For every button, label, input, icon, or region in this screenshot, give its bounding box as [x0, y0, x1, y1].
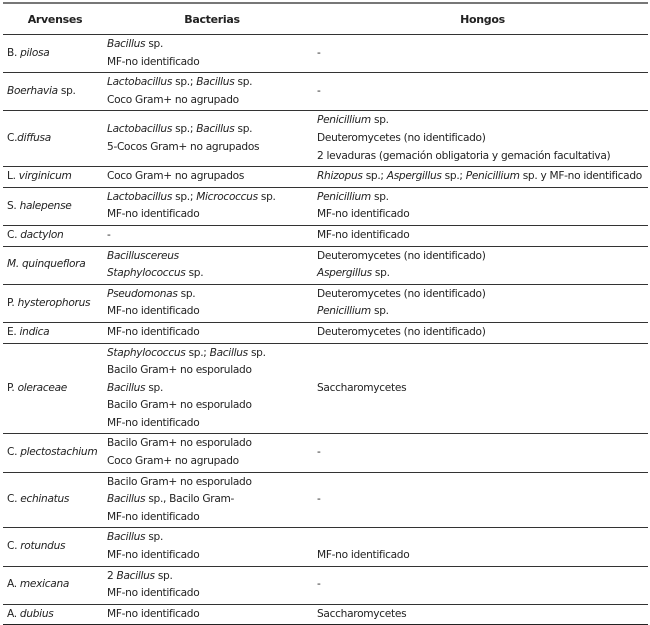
taxon-name: Bacillus	[107, 493, 146, 506]
taxon-name: Bacillus	[209, 346, 248, 359]
bacterias-cell	[107, 246, 317, 284]
cell-text: Coco Gram+ no agrupado	[107, 93, 239, 106]
header-hongos: Hongos	[317, 3, 648, 35]
taxon-name: Bacilluscereus	[107, 249, 179, 262]
bacterias-cell	[107, 322, 317, 343]
cell-line	[317, 576, 648, 594]
cell-line	[7, 198, 107, 216]
taxon-name: halepense	[19, 199, 72, 212]
cell-text: sp.	[145, 381, 164, 394]
cell-line	[107, 568, 317, 586]
table-row	[3, 604, 648, 625]
cell-line	[317, 83, 648, 101]
arvense-cell	[3, 472, 107, 528]
bacterias-cell	[107, 187, 317, 225]
arvense-cell	[3, 35, 107, 73]
taxon-name: Bacillus	[196, 123, 235, 136]
hongos-cell	[317, 434, 648, 472]
cell-text: sp.	[247, 346, 266, 359]
cell-text: C.	[7, 131, 18, 144]
cell-text: C.	[7, 446, 21, 459]
cell-line	[7, 576, 107, 594]
cell-line	[317, 206, 648, 224]
bacterias-cell	[107, 111, 317, 167]
taxon-name: hysterophorus	[17, 296, 91, 309]
cell-text: -	[317, 493, 321, 506]
cell-text: C.	[7, 228, 21, 241]
bacterias-cell	[107, 472, 317, 528]
cell-line	[107, 474, 317, 492]
cell-text: sp.	[145, 38, 164, 50]
cell-text: Saccharomycetes	[317, 607, 407, 620]
hongos-cell	[317, 225, 648, 246]
taxon-name: Lactobacillus	[107, 76, 173, 89]
cell-line	[107, 36, 317, 54]
cell-line	[107, 547, 317, 565]
cell-text: Deuteromycetes (no identificado)	[317, 131, 486, 144]
cell-text: sp. y MF-no identificado	[519, 170, 642, 183]
taxon-name: Aspergillus	[386, 170, 442, 183]
table-row	[3, 434, 648, 472]
cell-text: Coco Gram+ no agrupado	[107, 455, 239, 468]
cell-line	[7, 130, 107, 148]
hongos-cell	[317, 604, 648, 625]
hongos-cell	[317, 528, 648, 566]
cell-line	[317, 248, 648, 266]
cell-text: MF-no identificado	[317, 208, 410, 221]
taxon-name: Bacillus	[107, 381, 146, 394]
cell-text: sp.	[145, 531, 164, 544]
bacterias-cell	[107, 566, 317, 604]
cell-line	[7, 380, 107, 398]
cell-line	[317, 112, 648, 130]
hongos-cell	[317, 35, 648, 73]
cell-line	[7, 538, 107, 556]
cell-line	[7, 606, 107, 624]
hongos-cell	[317, 167, 648, 188]
cell-text: sp.;	[172, 123, 197, 136]
bacterias-cell	[107, 225, 317, 246]
cell-line	[317, 286, 648, 304]
cell-text: sp.;	[441, 170, 466, 183]
cell-line	[317, 491, 648, 509]
taxon-name: Lactobacillus	[107, 190, 173, 203]
cell-text: sp.	[257, 190, 276, 203]
cell-line	[107, 585, 317, 603]
table-row	[3, 343, 648, 434]
cell-line	[7, 168, 107, 186]
cell-line	[107, 248, 317, 266]
cell-text: Deuteromycetes (no identificado)	[317, 249, 486, 262]
cell-text: P.	[7, 381, 18, 394]
cell-line	[107, 606, 317, 624]
taxon-name: Micrococcus	[196, 190, 258, 203]
taxon-name: virginicum	[18, 170, 72, 183]
table-row	[3, 111, 648, 167]
cell-line	[107, 529, 317, 547]
hongos-cell	[317, 187, 648, 225]
cell-text: P.	[7, 296, 18, 309]
table-body	[3, 35, 648, 625]
hongos-cell	[317, 246, 648, 284]
cell-line	[107, 415, 317, 433]
cell-text: sp.	[370, 114, 389, 127]
cell-line	[107, 92, 317, 110]
cell-line	[317, 148, 648, 166]
cell-text: sp.	[234, 76, 253, 89]
table-row	[3, 472, 648, 528]
table-row	[3, 187, 648, 225]
arvense-cell	[3, 566, 107, 604]
cell-text: sp.	[371, 267, 390, 280]
bacterias-cell	[107, 284, 317, 322]
cell-text: Bacilo Gram+ no esporulado	[107, 475, 252, 488]
cell-text: sp., Bacilo Gram-	[145, 493, 235, 506]
cell-text: sp.;	[172, 76, 197, 89]
cell-text: sp.	[370, 190, 389, 203]
cell-line	[107, 397, 317, 415]
taxon-name: Lactobacillus	[107, 123, 173, 136]
cell-line	[317, 529, 648, 547]
cell-text: MF-no identificado	[107, 325, 200, 338]
taxon-name: echinatus	[20, 493, 70, 506]
cell-line	[107, 286, 317, 304]
cell-text: MF-no identificado	[317, 549, 410, 562]
bacterias-cell	[107, 604, 317, 625]
arvense-cell	[3, 528, 107, 566]
cell-text: 2 levaduras (gemación obligatoria y gemación facultativa)	[317, 149, 611, 162]
cell-line	[107, 491, 317, 509]
cell-text: Saccharomycetes	[317, 381, 407, 394]
header-arvenses: Arvenses	[3, 3, 107, 35]
cell-line	[7, 227, 107, 245]
cell-line	[7, 444, 107, 462]
hongos-cell	[317, 111, 648, 167]
cell-text: Bacilo Gram+ no esporulado	[107, 437, 252, 450]
cell-text: MF-no identificado	[107, 510, 200, 523]
taxon-name: Bacillus	[107, 531, 146, 544]
arvense-cell	[3, 434, 107, 472]
cell-text: A.	[7, 578, 20, 591]
cell-line	[107, 324, 317, 342]
cell-text: Coco Gram+ no agrupados	[107, 170, 245, 183]
table-row	[3, 322, 648, 343]
bacterias-cell	[107, 528, 317, 566]
cell-text: sp.	[154, 569, 173, 582]
table-row	[3, 284, 648, 322]
cell-line	[317, 324, 648, 342]
cell-line	[317, 380, 648, 398]
cell-line	[107, 121, 317, 139]
cell-line	[7, 491, 107, 509]
cell-line	[107, 380, 317, 398]
cell-text: Bacilo Gram+ no esporulado	[107, 399, 252, 412]
hongos-cell	[317, 73, 648, 111]
cell-line	[107, 139, 317, 157]
taxon-name: mexicana	[19, 578, 70, 591]
cell-line	[107, 227, 317, 245]
table-row	[3, 246, 648, 284]
taxon-name: Bacillus	[196, 76, 235, 89]
cell-text: C.	[7, 493, 21, 506]
cell-text: MF-no identificado	[107, 549, 200, 562]
table-row	[3, 35, 648, 73]
taxon-name: oleraceae	[17, 381, 68, 394]
table-row	[3, 167, 648, 188]
cell-text: MF-no identificado	[107, 587, 200, 600]
hongos-cell	[317, 472, 648, 528]
cell-line	[107, 303, 317, 321]
cell-text: E.	[7, 325, 20, 338]
cell-text: MF-no identificado	[107, 208, 200, 221]
arvense-cell	[3, 187, 107, 225]
results-table	[3, 2, 648, 625]
header-bacterias: Bacterias	[107, 3, 317, 35]
cell-line	[317, 606, 648, 624]
taxon-name: indica	[19, 325, 50, 338]
cell-line	[107, 435, 317, 453]
cell-line	[107, 74, 317, 92]
cell-line	[317, 130, 648, 148]
table-row	[3, 566, 648, 604]
taxon-name: Penicillium	[317, 190, 371, 203]
cell-line	[107, 54, 317, 72]
cell-text: sp.	[370, 305, 389, 318]
cell-text: -	[317, 84, 321, 97]
taxon-name: Staphylococcus	[107, 346, 186, 359]
arvense-cell	[3, 343, 107, 434]
cell-text: sp.	[177, 287, 196, 300]
cell-text: S.	[7, 199, 20, 212]
cell-text: -	[317, 578, 321, 591]
arvense-cell	[3, 225, 107, 246]
cell-line	[317, 265, 648, 283]
taxon-name: diffusa	[17, 131, 51, 144]
cell-line	[107, 509, 317, 527]
header-row	[3, 3, 648, 35]
taxon-name: M. quinqueflora	[7, 258, 86, 271]
hongos-cell	[317, 284, 648, 322]
cell-line	[107, 189, 317, 207]
table-row	[3, 528, 648, 566]
cell-line	[317, 547, 648, 565]
cell-text: sp.	[234, 123, 253, 136]
cell-line	[317, 189, 648, 207]
taxon-name: Aspergillus	[317, 267, 372, 280]
taxon-name: Bacillus	[107, 38, 146, 50]
cell-text: sp.	[185, 267, 204, 280]
cell-line	[107, 345, 317, 363]
cell-line	[317, 227, 648, 245]
cell-text: L.	[7, 170, 19, 183]
cell-text: A.	[7, 607, 20, 620]
hongos-cell	[317, 322, 648, 343]
cell-line	[317, 444, 648, 462]
cell-line	[7, 83, 107, 101]
cell-text: -	[317, 446, 321, 459]
hongos-cell	[317, 566, 648, 604]
cell-line	[7, 256, 107, 274]
cell-text: -	[107, 228, 111, 241]
taxon-name: rotundus	[20, 540, 66, 553]
cell-text: Bacilo Gram+ no esporulado	[107, 364, 252, 377]
cell-line	[317, 303, 648, 321]
cell-text: Deuteromycetes (no identificado)	[317, 325, 486, 338]
cell-line	[107, 362, 317, 380]
cell-text: MF-no identificado	[107, 416, 200, 429]
cell-text: sp.;	[172, 190, 197, 203]
bacterias-cell	[107, 167, 317, 188]
cell-line	[317, 45, 648, 63]
cell-line	[107, 206, 317, 224]
bacterias-cell	[107, 73, 317, 111]
cell-text: Deuteromycetes (no identificado)	[317, 287, 486, 300]
bacterias-cell	[107, 35, 317, 73]
cell-text: C.	[7, 540, 21, 553]
arvense-cell	[3, 604, 107, 625]
table-row	[3, 225, 648, 246]
taxon-name: Pseudomonas	[107, 287, 178, 300]
cell-text: sp.;	[362, 170, 387, 183]
taxon-name: Bacillus	[116, 569, 155, 582]
taxon-name: Penicillium	[317, 305, 371, 318]
arvense-cell	[3, 322, 107, 343]
arvense-cell	[3, 111, 107, 167]
taxon-name: Boerhavia	[7, 84, 58, 97]
cell-text: MF-no identificado	[107, 607, 200, 620]
table-row	[3, 73, 648, 111]
cell-line	[317, 168, 648, 186]
cell-text: MF-no identificado	[107, 55, 200, 68]
cell-line	[107, 168, 317, 186]
cell-text: B.	[7, 46, 21, 59]
bacterias-cell	[107, 434, 317, 472]
cell-text: -	[317, 46, 321, 59]
cell-text: MF-no identificado	[107, 305, 200, 318]
cell-line	[7, 324, 107, 342]
taxon-name: Penicillium	[465, 170, 520, 183]
cell-text: sp.;	[185, 346, 210, 359]
taxon-name: Staphylococcus	[107, 267, 186, 280]
arvense-cell	[3, 246, 107, 284]
cell-line	[7, 295, 107, 313]
cell-text: MF-no identificado	[317, 228, 410, 241]
arvense-cell	[3, 284, 107, 322]
taxon-name: plectostachium	[20, 446, 98, 459]
taxon-name: dubius	[19, 607, 54, 620]
cell-text: 2	[107, 569, 117, 582]
taxon-name: Penicillium	[317, 114, 371, 127]
taxon-name: pilosa	[20, 46, 50, 59]
cell-text: 5-Cocos Gram+ no agrupados	[107, 140, 260, 153]
taxon-name: Rhizopus	[317, 170, 363, 183]
cell-text: sp.	[57, 84, 76, 97]
cell-line	[107, 265, 317, 283]
hongos-cell	[317, 343, 648, 434]
arvense-cell	[3, 167, 107, 188]
arvense-cell	[3, 73, 107, 111]
cell-line	[7, 45, 107, 63]
bacterias-cell	[107, 343, 317, 434]
taxon-name: dactylon	[20, 228, 64, 241]
cell-line	[107, 453, 317, 471]
